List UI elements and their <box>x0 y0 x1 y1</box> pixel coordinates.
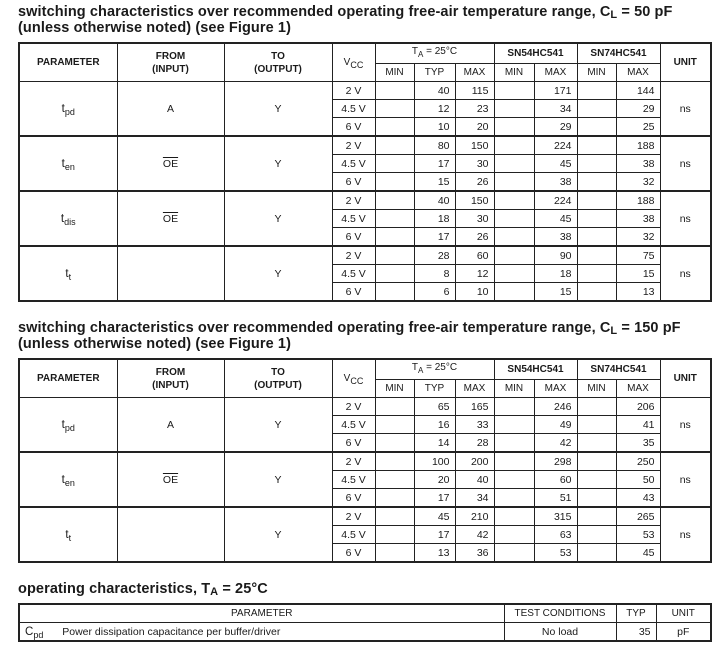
table-body <box>19 398 711 563</box>
ta-min-cell <box>375 210 414 228</box>
vcc-cell: 2 V <box>332 507 375 526</box>
ta-min-cell <box>375 155 414 173</box>
sn74-max-cell: 265 <box>616 507 660 526</box>
vcc-cell: 2 V <box>332 452 375 471</box>
ta-min-cell <box>375 398 414 416</box>
ta-min-cell <box>375 246 414 265</box>
header-vcc: $V_{CC}$ <box>332 359 375 398</box>
vcc-cell: 6 V <box>332 228 375 247</box>
sn54-max-cell: 171 <box>534 82 577 100</box>
section1-title: switching characteristics over recommended operating free-air temperature range, $C_L = 50$ pF (unless otherwise noted) (see Figure 1) <box>18 4 673 36</box>
ta-typ-cell: 17 <box>414 155 455 173</box>
header-parameter: PARAMETER <box>19 359 117 398</box>
from-input <box>117 246 224 301</box>
sn74-min-cell <box>577 526 616 544</box>
header-ta: $T_A = 25^\circ C$ <box>375 43 494 64</box>
table-row <box>19 82 711 100</box>
vcc-cell: 6 V <box>332 118 375 137</box>
ta-min-cell <box>375 544 414 563</box>
ta-max-cell: 30 <box>455 155 494 173</box>
ta-max-cell: 150 <box>455 136 494 155</box>
table-row <box>19 246 711 265</box>
header-from: FROM (INPUT) <box>117 359 224 398</box>
sn74-min-cell <box>577 118 616 137</box>
sn54-min-cell <box>494 398 534 416</box>
unit-cell: ns <box>660 246 711 301</box>
op-description: Power dissipation capacitance per buffer/driver <box>62 625 281 638</box>
to-output: Y <box>224 507 332 562</box>
sn74-min-cell <box>577 398 616 416</box>
sn54-min-cell <box>494 489 534 508</box>
sn74-min-cell <box>577 507 616 526</box>
sn54-max-cell: 224 <box>534 136 577 155</box>
ta-typ-cell: 40 <box>414 82 455 100</box>
op-test-conditions: No load <box>504 623 616 642</box>
ta-max-cell: 26 <box>455 173 494 192</box>
sn54-min-cell <box>494 228 534 247</box>
ta-max-cell: 200 <box>455 452 494 471</box>
sn54-min-cell <box>494 82 534 100</box>
from-input: $\overline{OE}$ <box>117 452 224 507</box>
sn54-min-cell <box>494 191 534 210</box>
from-input <box>117 507 224 562</box>
ta-typ-cell: 17 <box>414 489 455 508</box>
header-unit: UNIT <box>660 359 711 398</box>
sn54-min-cell <box>494 155 534 173</box>
sn74-min-cell <box>577 210 616 228</box>
table-row <box>19 191 711 210</box>
sn74-max-cell: 53 <box>616 526 660 544</box>
ta-max-cell: 33 <box>455 416 494 434</box>
ta-typ-cell: 18 <box>414 210 455 228</box>
ta-min-cell <box>375 283 414 302</box>
sn74-min-cell <box>577 191 616 210</box>
vcc-cell: 6 V <box>332 489 375 508</box>
sn74-max-cell: 250 <box>616 452 660 471</box>
vcc-cell: 4.5 V <box>332 100 375 118</box>
ta-typ-cell: 15 <box>414 173 455 192</box>
header-typ: TYP <box>414 380 455 398</box>
operating-characteristics-table <box>18 603 712 642</box>
sn74-max-cell: 35 <box>616 434 660 453</box>
sn74-max-cell: 13 <box>616 283 660 302</box>
param-symbol: $t_{pd}$ <box>19 82 117 137</box>
sn54-max-cell: 60 <box>534 471 577 489</box>
ta-min-cell <box>375 82 414 100</box>
header-typ: TYP <box>414 64 455 82</box>
ta-max-cell: 210 <box>455 507 494 526</box>
unit-cell: ns <box>660 452 711 507</box>
sn74-max-cell: 32 <box>616 173 660 192</box>
to-output: Y <box>224 136 332 191</box>
op-header-unit: UNIT <box>656 604 711 623</box>
sn54-max-cell: 38 <box>534 173 577 192</box>
sn54-min-cell <box>494 265 534 283</box>
ta-typ-cell: 40 <box>414 191 455 210</box>
unit-cell: ns <box>660 136 711 191</box>
ta-typ-cell: 80 <box>414 136 455 155</box>
ta-typ-cell: 10 <box>414 118 455 137</box>
ta-max-cell: 23 <box>455 100 494 118</box>
ta-min-cell <box>375 434 414 453</box>
section3-title: operating characteristics, $T_A = 25^\circ C$ <box>18 581 268 598</box>
ta-typ-cell: 45 <box>414 507 455 526</box>
header-sn54-min: MIN <box>494 64 534 82</box>
param-symbol: $t_{en}$ <box>19 452 117 507</box>
ta-max-cell: 26 <box>455 228 494 247</box>
sn54-max-cell: 315 <box>534 507 577 526</box>
table-row <box>19 507 711 526</box>
header-sn74-min: MIN <box>577 64 616 82</box>
vcc-cell: 6 V <box>332 173 375 192</box>
sn74-min-cell <box>577 173 616 192</box>
ta-max-cell: 34 <box>455 489 494 508</box>
ta-typ-cell: 17 <box>414 228 455 247</box>
sn54-max-cell: 90 <box>534 246 577 265</box>
vcc-cell: 2 V <box>332 398 375 416</box>
sn54-min-cell <box>494 100 534 118</box>
header-sn74: SN74HC541 <box>577 359 660 380</box>
from-input: $\overline{OE}$ <box>117 191 224 246</box>
op-typ: 35 <box>616 623 656 642</box>
sn54-max-cell: 63 <box>534 526 577 544</box>
vcc-cell: 6 V <box>332 283 375 302</box>
vcc-cell: 4.5 V <box>332 416 375 434</box>
ta-max-cell: 10 <box>455 283 494 302</box>
header-sn54: SN54HC541 <box>494 43 577 64</box>
ta-max-cell: 36 <box>455 544 494 563</box>
op-header-test-conditions: TEST CONDITIONS <box>504 604 616 623</box>
header-sn74-max: MAX <box>616 380 660 398</box>
sn54-max-cell: 45 <box>534 155 577 173</box>
unit-cell: ns <box>660 82 711 137</box>
sn74-min-cell <box>577 452 616 471</box>
table-row <box>19 452 711 471</box>
param-symbol: $t_{dis}$ <box>19 191 117 246</box>
sn74-max-cell: 32 <box>616 228 660 247</box>
sn54-max-cell: 34 <box>534 100 577 118</box>
sn74-max-cell: 38 <box>616 210 660 228</box>
ta-max-cell: 115 <box>455 82 494 100</box>
unit-cell: ns <box>660 507 711 562</box>
ta-max-cell: 12 <box>455 265 494 283</box>
param-symbol: $t_t$ <box>19 246 117 301</box>
sn54-max-cell: 51 <box>534 489 577 508</box>
sn74-max-cell: 75 <box>616 246 660 265</box>
section2-title: switching characteristics over recommended operating free-air temperature range, $C_L = 150$ pF (unless otherwise noted) (see Figure 1) <box>18 320 681 352</box>
vcc-cell: 6 V <box>332 434 375 453</box>
ta-min-cell <box>375 489 414 508</box>
sn74-min-cell <box>577 136 616 155</box>
sn74-min-cell <box>577 228 616 247</box>
to-output: Y <box>224 246 332 301</box>
ta-max-cell: 40 <box>455 471 494 489</box>
to-output: Y <box>224 398 332 453</box>
header-to: TO (OUTPUT) <box>224 43 332 82</box>
ta-max-cell: 150 <box>455 191 494 210</box>
sn54-min-cell <box>494 118 534 137</box>
header-max: MAX <box>455 380 494 398</box>
ta-typ-cell: 12 <box>414 100 455 118</box>
header-max: MAX <box>455 64 494 82</box>
ta-min-cell <box>375 100 414 118</box>
sn74-max-cell: 29 <box>616 100 660 118</box>
header-sn74: SN74HC541 <box>577 43 660 64</box>
sn74-min-cell <box>577 471 616 489</box>
sn54-max-cell: 15 <box>534 283 577 302</box>
ta-max-cell: 42 <box>455 526 494 544</box>
sn74-max-cell: 38 <box>616 155 660 173</box>
ta-min-cell <box>375 136 414 155</box>
vcc-cell: 6 V <box>332 544 375 563</box>
vcc-cell: 4.5 V <box>332 471 375 489</box>
table-row <box>19 398 711 416</box>
ta-min-cell <box>375 265 414 283</box>
sn74-min-cell <box>577 489 616 508</box>
header-min: MIN <box>375 380 414 398</box>
header-sn54-min: MIN <box>494 380 534 398</box>
to-output: Y <box>224 191 332 246</box>
table-body <box>19 82 711 302</box>
ta-typ-cell: 6 <box>414 283 455 302</box>
sn54-min-cell <box>494 526 534 544</box>
op-header-typ: TYP <box>616 604 656 623</box>
sn54-min-cell <box>494 173 534 192</box>
vcc-cell: 2 V <box>332 246 375 265</box>
sn54-min-cell <box>494 210 534 228</box>
sn54-max-cell: 18 <box>534 265 577 283</box>
switching-table-50pf <box>18 42 712 302</box>
ta-typ-cell: 16 <box>414 416 455 434</box>
ta-typ-cell: 17 <box>414 526 455 544</box>
table-row <box>19 136 711 155</box>
header-sn54-max: MAX <box>534 64 577 82</box>
vcc-cell: 2 V <box>332 82 375 100</box>
header-sn74-max: MAX <box>616 64 660 82</box>
header-ta: $T_A = 25^\circ C$ <box>375 359 494 380</box>
sn74-min-cell <box>577 246 616 265</box>
ta-min-cell <box>375 191 414 210</box>
sn54-min-cell <box>494 507 534 526</box>
sn54-min-cell <box>494 136 534 155</box>
ta-typ-cell: 13 <box>414 544 455 563</box>
ta-typ-cell: 8 <box>414 265 455 283</box>
sn74-min-cell <box>577 265 616 283</box>
param-symbol: $t_t$ <box>19 507 117 562</box>
sn74-min-cell <box>577 434 616 453</box>
header-to: TO (OUTPUT) <box>224 359 332 398</box>
switching-table-150pf <box>18 358 712 563</box>
ta-max-cell: 60 <box>455 246 494 265</box>
sn54-max-cell: 42 <box>534 434 577 453</box>
ta-max-cell: 30 <box>455 210 494 228</box>
from-input: $\overline{OE}$ <box>117 136 224 191</box>
sn54-max-cell: 246 <box>534 398 577 416</box>
sn74-max-cell: 50 <box>616 471 660 489</box>
ta-typ-cell: 20 <box>414 471 455 489</box>
to-output: Y <box>224 452 332 507</box>
vcc-cell: 4.5 V <box>332 265 375 283</box>
ta-min-cell <box>375 526 414 544</box>
sn74-max-cell: 43 <box>616 489 660 508</box>
unit-cell: ns <box>660 398 711 453</box>
op-parameter-cell <box>19 623 504 642</box>
vcc-cell: 4.5 V <box>332 155 375 173</box>
sn74-max-cell: 25 <box>616 118 660 137</box>
sn54-max-cell: 298 <box>534 452 577 471</box>
sn54-min-cell <box>494 544 534 563</box>
sn54-max-cell: 29 <box>534 118 577 137</box>
sn54-max-cell: 45 <box>534 210 577 228</box>
sn74-min-cell <box>577 283 616 302</box>
sn54-max-cell: 224 <box>534 191 577 210</box>
header-vcc: $V_{CC}$ <box>332 43 375 82</box>
sn74-min-cell <box>577 82 616 100</box>
ta-min-cell <box>375 228 414 247</box>
sn54-min-cell <box>494 246 534 265</box>
sn74-max-cell: 206 <box>616 398 660 416</box>
sn54-min-cell <box>494 471 534 489</box>
sn74-max-cell: 15 <box>616 265 660 283</box>
ta-max-cell: 165 <box>455 398 494 416</box>
ta-typ-cell: 100 <box>414 452 455 471</box>
sn54-max-cell: 38 <box>534 228 577 247</box>
sn74-min-cell <box>577 100 616 118</box>
ta-typ-cell: 65 <box>414 398 455 416</box>
from-input: A <box>117 398 224 453</box>
op-header-parameter: PARAMETER <box>19 604 504 623</box>
ta-min-cell <box>375 507 414 526</box>
sn74-min-cell <box>577 155 616 173</box>
vcc-cell: 4.5 V <box>332 526 375 544</box>
sn74-max-cell: 45 <box>616 544 660 563</box>
sn54-min-cell <box>494 283 534 302</box>
sn54-min-cell <box>494 416 534 434</box>
vcc-cell: 2 V <box>332 191 375 210</box>
ta-min-cell <box>375 173 414 192</box>
ta-min-cell <box>375 118 414 137</box>
header-from: FROM (INPUT) <box>117 43 224 82</box>
sn54-max-cell: 53 <box>534 544 577 563</box>
header-sn54: SN54HC541 <box>494 359 577 380</box>
header-parameter: PARAMETER <box>19 43 117 82</box>
sn74-max-cell: 144 <box>616 82 660 100</box>
unit-cell: ns <box>660 191 711 246</box>
sn74-max-cell: 188 <box>616 191 660 210</box>
to-output: Y <box>224 82 332 137</box>
header-min: MIN <box>375 64 414 82</box>
vcc-cell: 4.5 V <box>332 210 375 228</box>
op-unit: pF <box>656 623 711 642</box>
vcc-cell: 2 V <box>332 136 375 155</box>
from-input: A <box>117 82 224 137</box>
cpd-symbol: $C_{pd}$ <box>25 625 44 640</box>
ta-typ-cell: 28 <box>414 246 455 265</box>
sn54-max-cell: 49 <box>534 416 577 434</box>
sn74-max-cell: 188 <box>616 136 660 155</box>
ta-min-cell <box>375 416 414 434</box>
header-sn74-min: MIN <box>577 380 616 398</box>
sn54-min-cell <box>494 452 534 471</box>
param-symbol: $t_{pd}$ <box>19 398 117 453</box>
header-sn54-max: MAX <box>534 380 577 398</box>
sn74-min-cell <box>577 416 616 434</box>
ta-min-cell <box>375 471 414 489</box>
ta-typ-cell: 14 <box>414 434 455 453</box>
sn54-min-cell <box>494 434 534 453</box>
header-unit: UNIT <box>660 43 711 82</box>
param-symbol: $t_{en}$ <box>19 136 117 191</box>
sn74-max-cell: 41 <box>616 416 660 434</box>
ta-max-cell: 28 <box>455 434 494 453</box>
ta-min-cell <box>375 452 414 471</box>
sn74-min-cell <box>577 544 616 563</box>
ta-max-cell: 20 <box>455 118 494 137</box>
